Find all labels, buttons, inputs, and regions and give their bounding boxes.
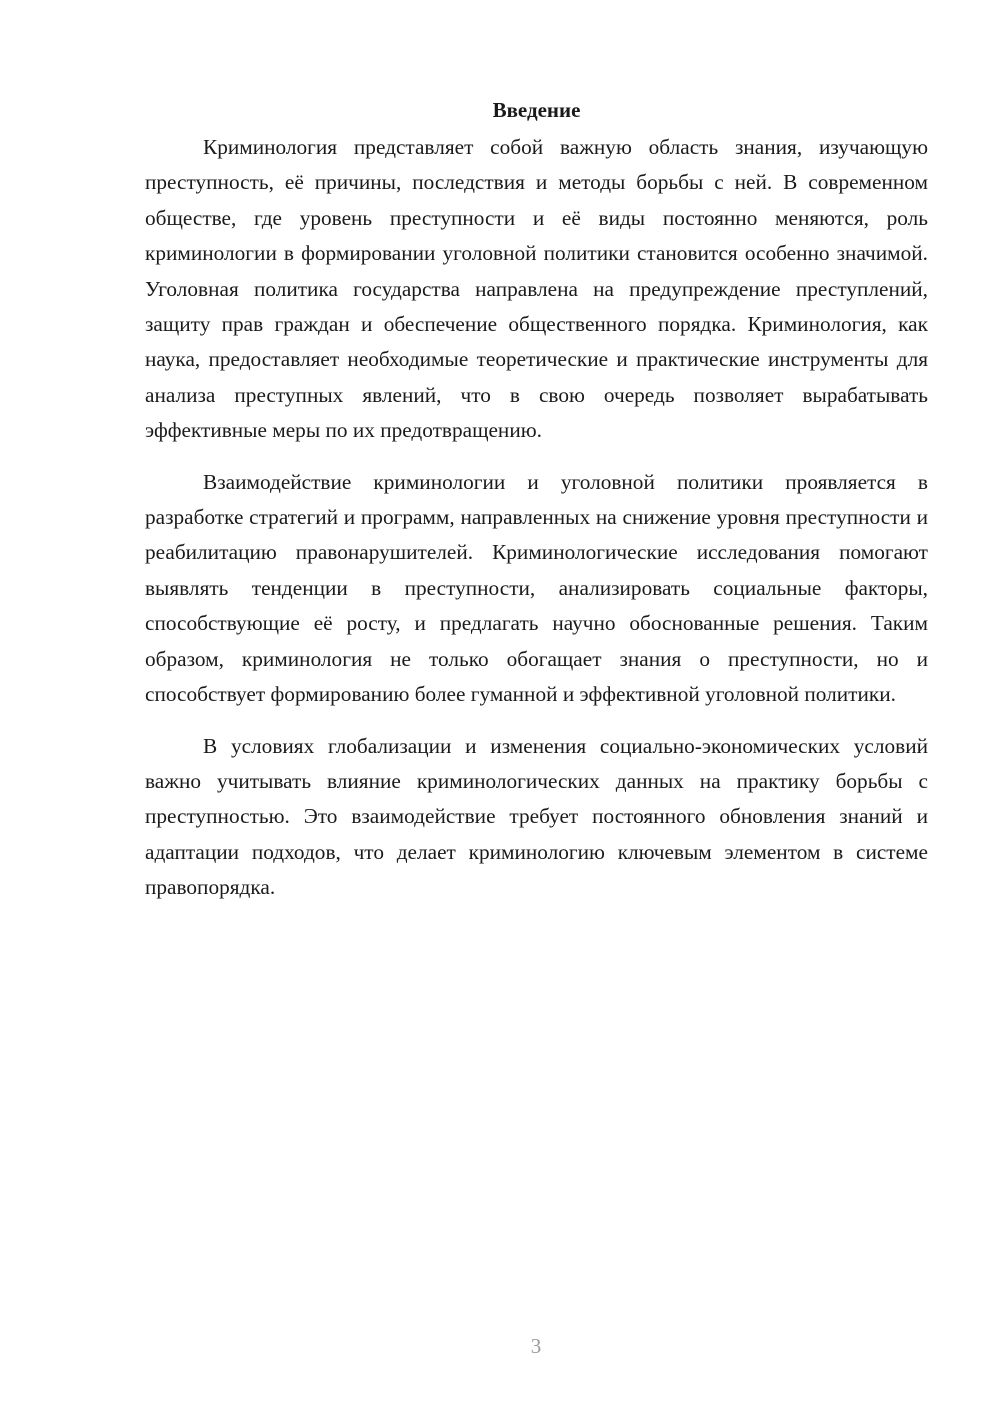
paragraph-1: Криминология представляет собой важную область знания, изучающую преступность, её причины, последствия и методы борьбы с ней. В современном обществе, где уровень преступности и её виды постоянно меняются, роль криминологии в формировании уголовной политики становится особенно значимой. Уголовная политика государства направлена на предупреждение преступлений, защиту прав граждан и обеспечение общественного порядка. Криминология, как наука, предоставляет необходимые теоретические и практические инструменты для анализа преступных явлений, что в свою очередь позволяет вырабатывать эффективные меры по их предотвращению. xyxy=(145,135,928,443)
section-title: Введение xyxy=(492,98,581,122)
page-content xyxy=(145,92,928,906)
paragraph-2: Взаимодействие криминологии и уголовной политики проявляется в разработке стратегий и программ, направленных на снижение уровня преступности и реабилитацию правонарушителей. Криминологические исследования помогают выявлять тенденции в преступности, анализировать социальные факторы, способствующие её росту, и предлагать научно обоснованные решения. Таким образом, криминология не только обогащает знания о преступности, но и способствует формированию более гуманной и эффективной уголовной политики. xyxy=(145,469,928,707)
paragraph-3: В условиях глобализации и изменения социально-экономических условий важно учитывать влияние криминологических данных на практику борьбы с преступностью. Это взаимодействие требует постоянного обновления знаний и адаптации подходов, что делает криминологию ключевым элементом в системе правопорядка. xyxy=(145,733,928,900)
page-number: 3 xyxy=(530,1334,542,1358)
